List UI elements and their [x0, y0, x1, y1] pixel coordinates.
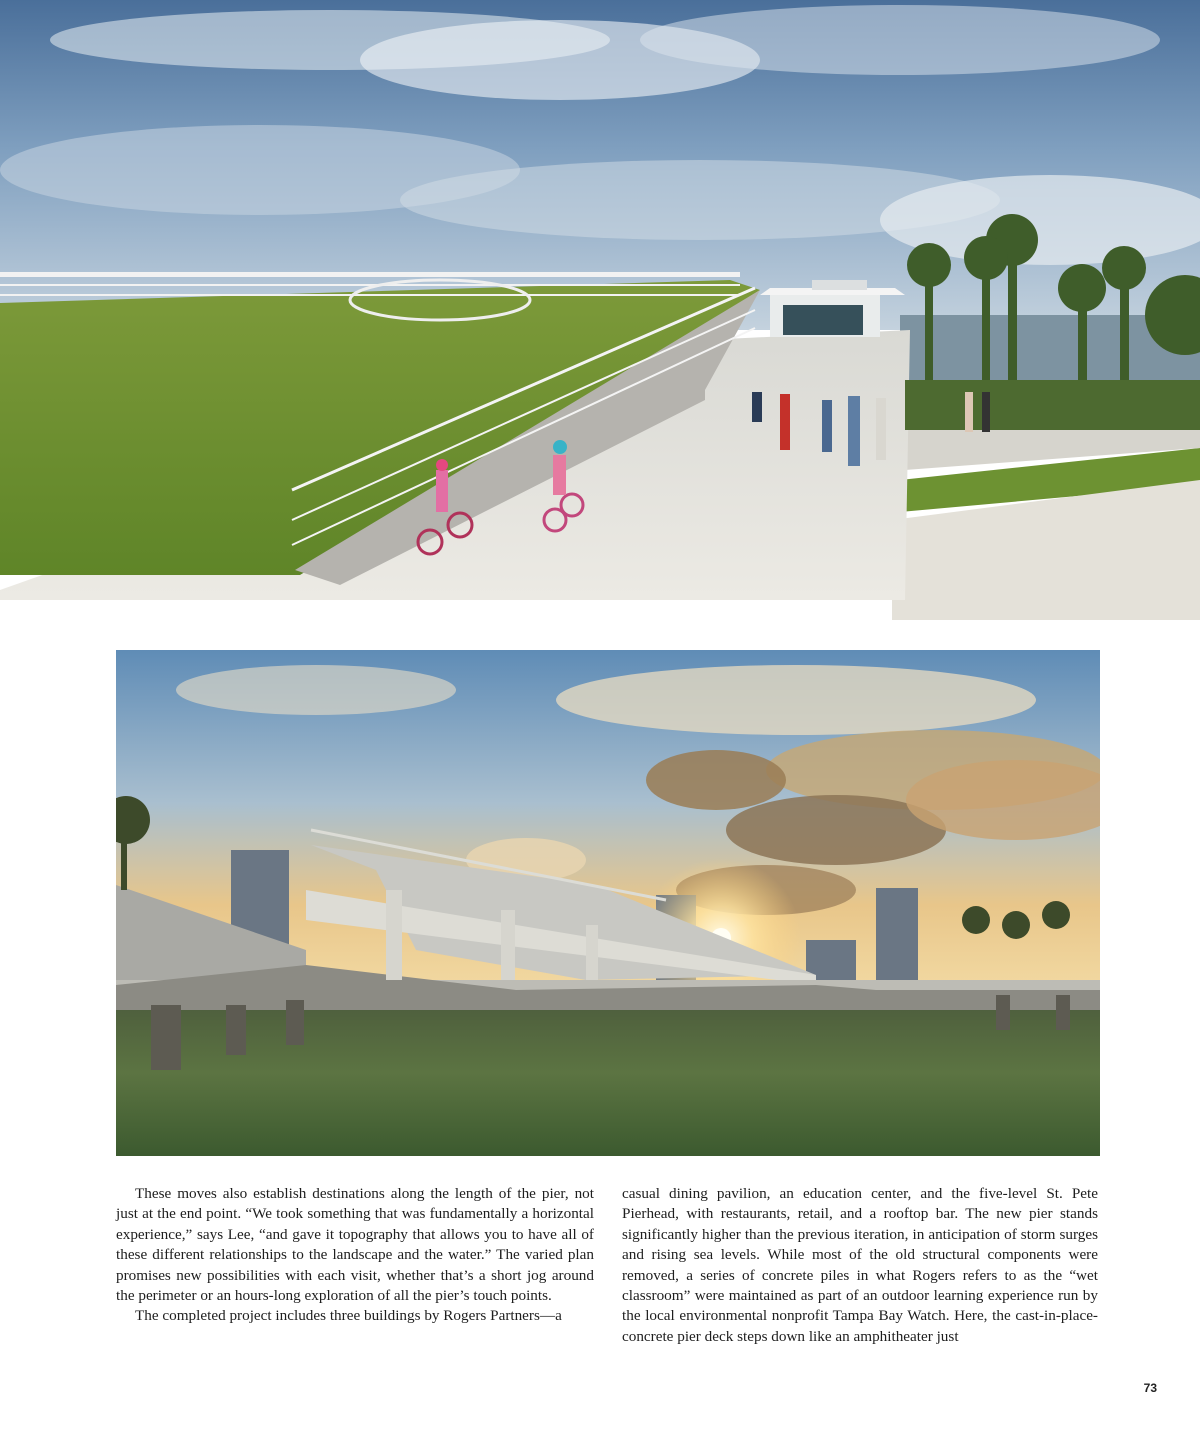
paragraph: casual dining pavilion, an education center, and the five-level St. Pete Pierhead, with restaurants, retail, and a rooftop bar. The new pier stands significantly higher than the previous iteration, in anticipation of storm surges and rising sea levels. While most of the old structural components were removed, a series of concrete piles in what Rogers refers to as the “wet classroom” were maintained as part of an outdoor learning experience run by the local environmental nonprofit Tampa Bay Watch. Here, the cast-in-place-concrete pier deck steps down like an amphitheater just: [622, 1185, 1098, 1345]
pier-landscape-illustration: [0, 0, 1200, 620]
pier-landscape-photo: [0, 0, 1200, 620]
page-number: 73: [1143, 1381, 1157, 1395]
article-column-right: [622, 1184, 1098, 1347]
paragraph: The completed project includes three buildings by Rogers Partners—a: [135, 1307, 562, 1325]
pier-sunset-illustration: [116, 650, 1100, 1156]
article-column-left: [116, 1184, 594, 1327]
paragraph: These moves also establish destinations along the length of the pier, not just at the end point. “We took something that was fundamentally a horizontal experience,” says Lee, “and gave it topography that allows you to have all of these different relationships to the landscape and the water.” The varied plan promises new possibilities with each visit, whether that’s a short jog around the perimeter or an hours-long exploration of all the pier’s touch points.: [116, 1185, 594, 1305]
pier-sunset-photo: [116, 650, 1100, 1156]
